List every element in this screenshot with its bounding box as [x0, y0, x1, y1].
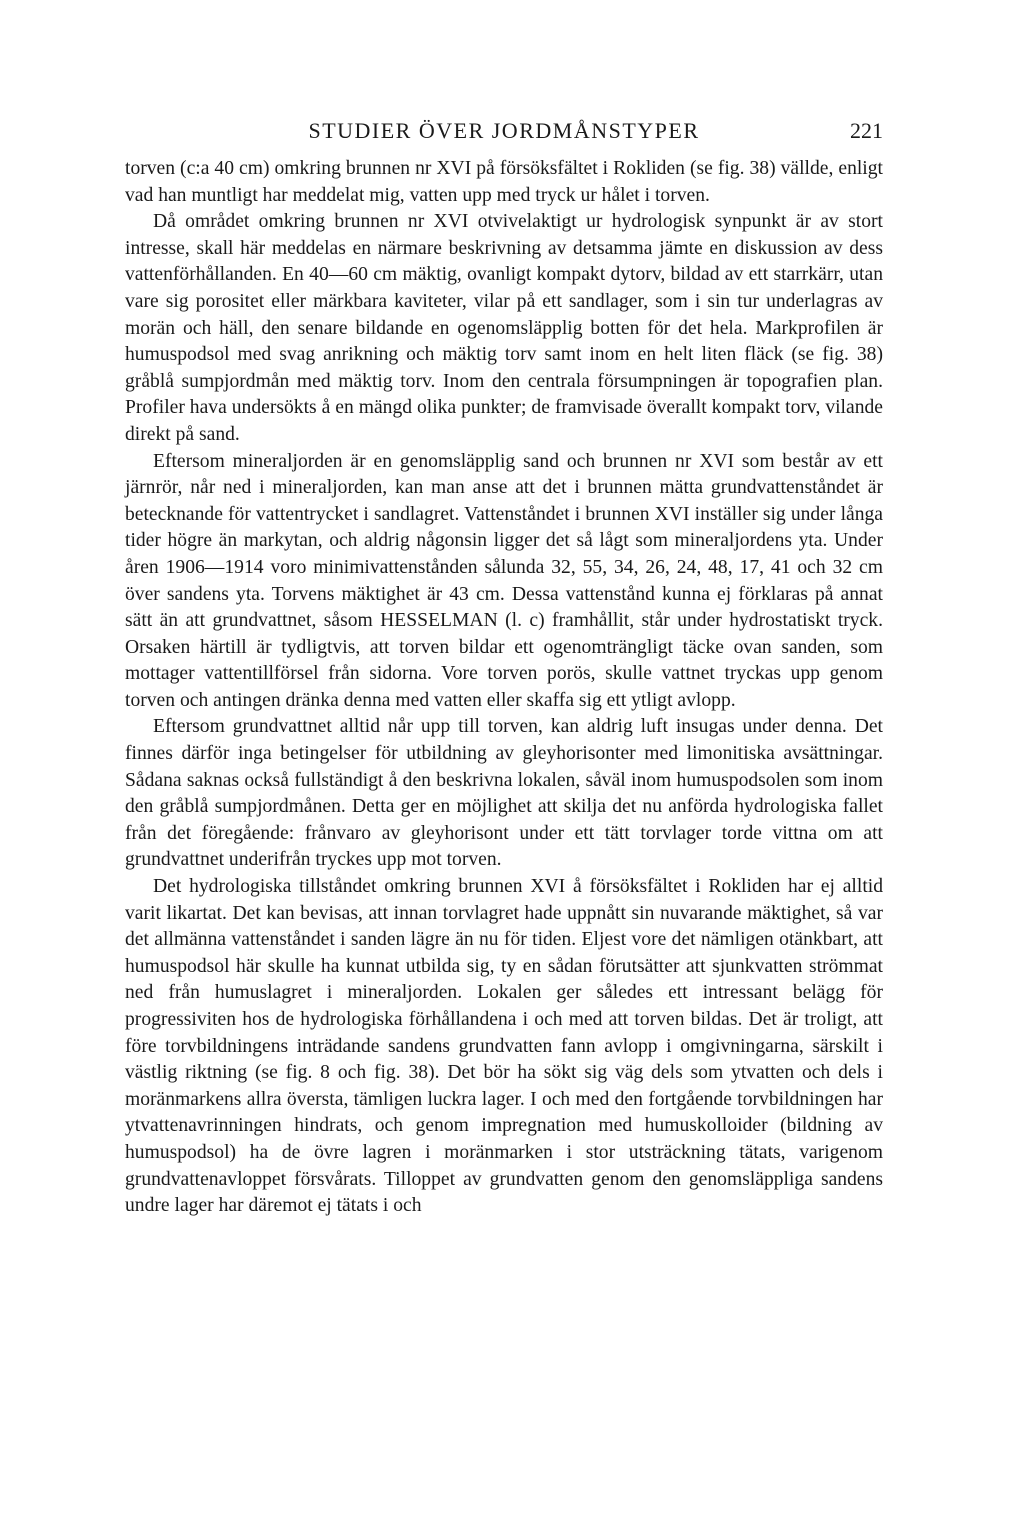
running-title: STUDIER ÖVER JORDMÅNSTYPER: [308, 118, 700, 143]
paragraph: Eftersom grundvattnet alltid når upp till torven, kan aldrig luft insugas under denna. Det finnes därför inga betingelser för utbildning av gleyhorisonter med limonitiska avsättningar. Sådana saknas också fullständigt å den beskrivna lokalen, såväl inom humuspodsolen som inom den gråblå sumpjordmånen. Detta ger en möjlighet att skilja det nu anförda hydrologiska fallet från det föregående: frånvaro av gleyhorisont under ett tätt torvlager torde vittna om att grundvattnet underifrån tryckes upp mot torven.: [125, 716, 883, 871]
page-number: 221: [850, 118, 883, 143]
paragraph: Då området omkring brunnen nr XVI otvivelaktigt ur hydrologisk synpunkt är av stort intresse, skall här meddelas en närmare beskrivning av detsamma jämte en diskussion av dess vattenförhållanden. En 40—60 cm mäktig, ovanligt kompakt dytorv, bildad av ett starrkärr, utan vare sig porositet eller märkbara kaviteter, vilar på ett sandlager, som i sin tur underlagras av morän och häll, den senare bildande en ogenomsläpplig botten för det hela. Markprofilen är humuspodsol med svag anrikning och mäktig torv samt inom en helt liten fläck (se fig. 38) gråblå sumpjordmån med mäktig torv. Inom den centrala försumpningen är topografien plan. Profiler hava undersökts å en mängd olika punkter; de framvisade överallt kompakt torv, vilande direkt på sand.: [125, 211, 883, 445]
document-page: [125, 112, 883, 1220]
paragraph: Eftersom mineraljorden är en genomsläpplig sand och brunnen nr XVI som består av ett järnrör, når ned i mineraljorden, kan man anse att det i brunnen mätta grundvattenståndet är betecknande för vattentrycket i sandlagret. Vattenståndet i brunnen XVI inställer sig under långa tider högre än markytan, och aldrig någonsin ligger det så lågt som mineraljordens yta. Under åren 1906—1914 voro minimivattenstånden sålunda 32, 55, 34, 26, 24, 48, 17, 41 och 32 cm över sandens yta. Torvens mäktighet är 43 cm. Dessa vattenstånd kunna ej förklaras på annat sätt än att grundvattnet, såsom HESSELMAN (l. c) framhållit, står under hydrostatiskt tryck. Orsaken härtill är tydligtvis, att torven bildar ett ogenomträngligt täcke ovan sanden, som mottager vattentillförsel från sidorna. Vore torven porös, skulle vattnet tryckas upp genom torven och antingen dränka denna med vatten eller skaffa sig ett ytligt avlopp.: [125, 450, 883, 711]
body-text: [125, 156, 883, 1220]
paragraph: Det hydrologiska tillståndet omkring brunnen XVI å försöksfältet i Rokliden har ej alltid varit likartat. Det kan bevisas, att innan torvlagret hade uppnått sin nuvarande mäktighet, så var det allmänna vattenståndet i sanden lägre än nu för tiden. Eljest vore det nämligen otänkbart, att humuspodsol här skulle ha kunnat utbilda sig, ty en sådan förutsätter att sjunkvatten strömmat ned från humuslagret i mineraljorden. Lokalen ger således ett intressant belägg för progressiviten hos de hydrologiska förhållandena i och med att torven bildas. Det är troligt, att före torvbildningens inträdande sandens grundvatten fann avlopp i omgivningarna, särskilt i västlig riktning (se fig. 8 och fig. 38). Det bör ha sökt sig väg dels som ytvatten och dels i moränmarkens allra översta, tämligen luckra lager. I och med den fortgående torvbildningen har ytvattenavrinningen hindrats, och genom impregnation med humuskolloider (bildning av humuspodsol) ha de övre lagren i moränmarken i stor utsträckning tätats, varigenom grundvattenavloppet försvårats. Tilloppet av grundvatten genom den genomsläppliga sandens undre lager har däremot ej tätats i och: [125, 876, 883, 1217]
page-header: [125, 112, 883, 152]
paragraph-continued: torven (c:a 40 cm) omkring brunnen nr XVI på försöksfältet i Rokliden (se fig. 38) vällde, enligt vad han muntligt har meddelat mig, vatten upp med tryck ur hålet i torven.: [125, 158, 883, 206]
